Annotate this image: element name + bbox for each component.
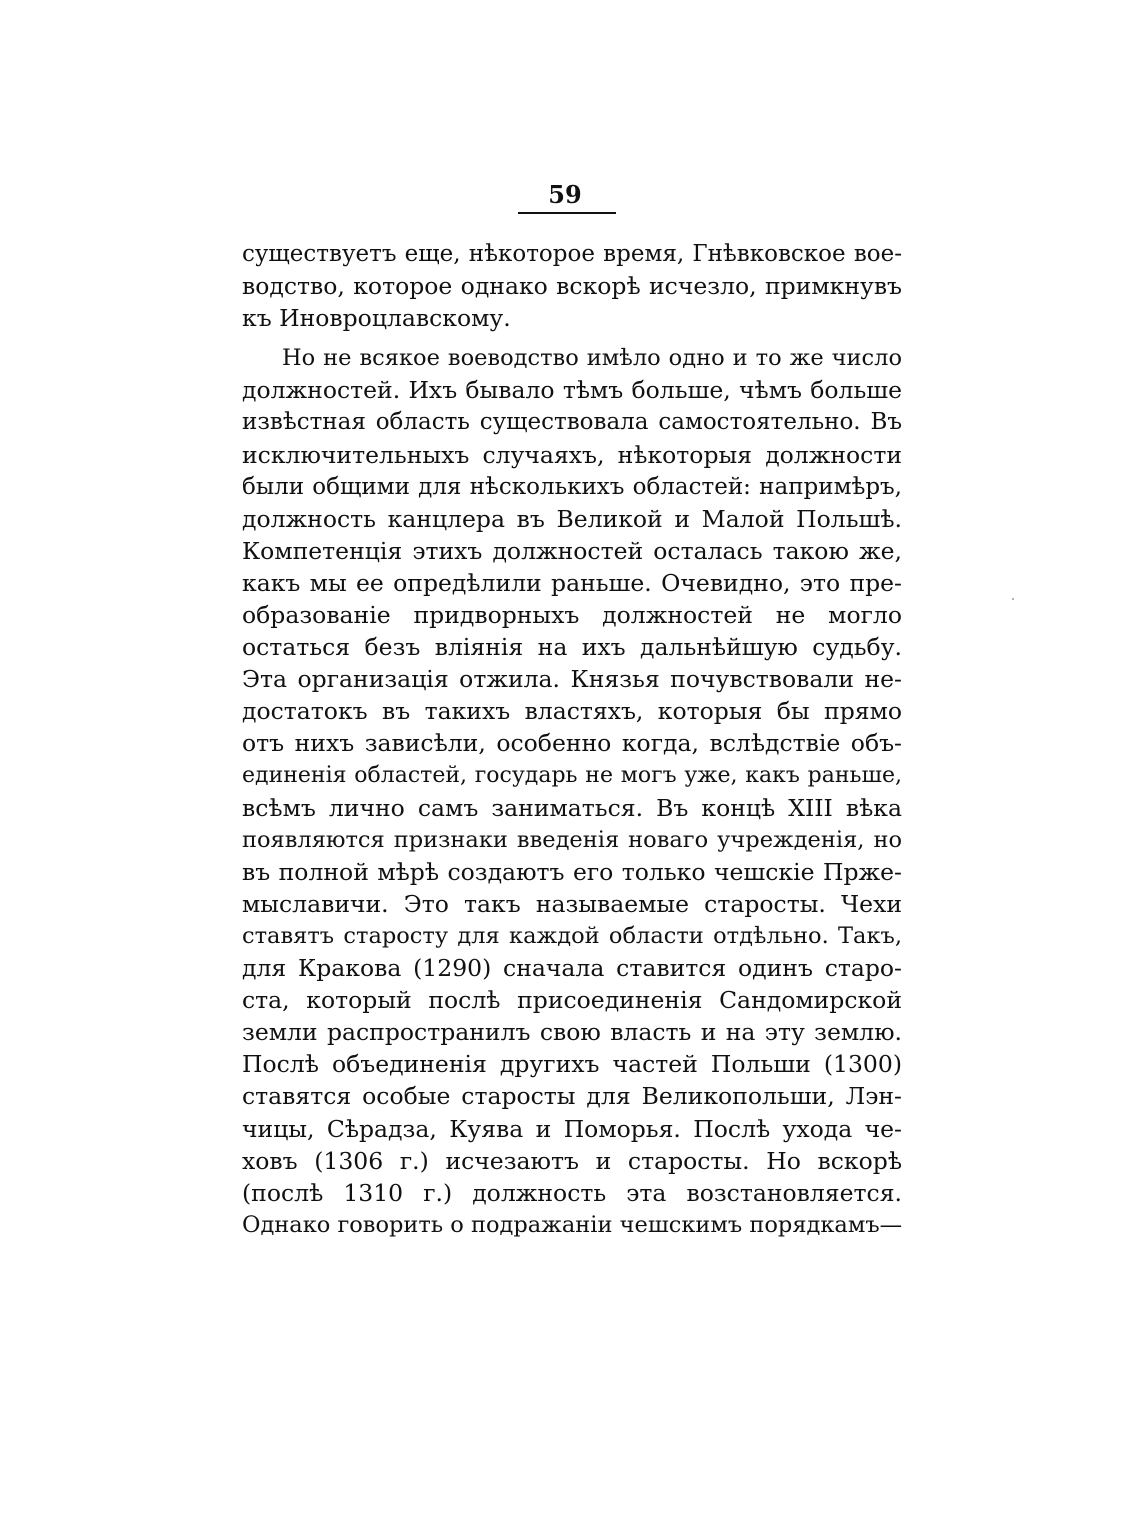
text-line: какъ мы ее опредѣлили раньше. Очевидно, это пре- — [242, 568, 902, 597]
text-line: (послѣ 1310 г.) должность эта возстановляется. — [242, 1178, 902, 1207]
text-line: ставятъ старосту для каждой области отдѣльно. Такъ, — [242, 922, 902, 949]
text-line: единенія областей, государь не могъ уже, какъ раньше, — [242, 762, 902, 788]
text-line: отъ нихъ зависѣли, особенно когда, вслѣдствіе объ- — [242, 729, 902, 758]
text-line: мыславичи. Это такъ называемые старосты. Чехи — [242, 889, 902, 918]
paragraph-2 — [242, 342, 902, 1241]
text-line: существуетъ еще, нѣкоторое время, Гнѣвковское вое- — [242, 241, 902, 267]
page-number: 59 — [548, 180, 582, 209]
paragraph-gap — [242, 334, 902, 342]
paragraph-1 — [242, 238, 902, 334]
text-line: чицы, Сѣрадза, Куява и Поморья. Послѣ ухода че- — [242, 1114, 902, 1143]
text-line: земли распространилъ свою власть и на эту землю. — [242, 1018, 902, 1047]
text-line: должностей. Ихъ бывало тѣмъ больше, чѣмъ больше — [242, 376, 902, 405]
text-line: должность канцлера въ Великой и Малой Польшѣ. — [242, 504, 902, 533]
text-line: Эта организація отжила. Князья почувствовали не- — [242, 665, 902, 694]
text-line: Однако говорить о подражаніи чешскимъ порядкамъ— — [242, 1211, 902, 1238]
text-line: исключительныхъ случаяхъ, нѣкоторыя должности — [242, 440, 902, 469]
body-text — [242, 238, 902, 1241]
text-line: Но не всякое воеводство имѣло одно и то же число — [282, 345, 902, 372]
text-line: къ Иновроцлавскому. — [242, 304, 511, 333]
text-line: остаться безъ вліянія на ихъ дальнѣйшую судьбу. — [242, 633, 902, 662]
page-number-rule — [518, 212, 616, 214]
margin-speck — [1012, 598, 1014, 600]
text-line: были общими для нѣсколькихъ областей: напримѣръ, — [242, 473, 902, 500]
text-line: извѣстная область существовала самостоятельно. Въ — [242, 409, 902, 436]
text-line: въ полной мѣрѣ создаютъ его только чешскіе Прже- — [242, 857, 902, 886]
text-line: ста, который послѣ присоединенія Сандомирской — [242, 986, 902, 1015]
text-line: образованіе придворныхъ должностей не могло — [242, 601, 902, 630]
text-line: Компетенція этихъ должностей осталась такою же, — [242, 536, 902, 565]
text-line: Послѣ объединенія другихъ частей Польши (1300) — [242, 1050, 902, 1079]
text-line: ховъ (1306 г.) исчезаютъ и старосты. Но вскорѣ — [242, 1146, 902, 1175]
text-line: для Кракова (1290) сначала ставится одинъ старо- — [242, 954, 902, 983]
text-line: ставятся особые старосты для Великопольши, Лэн- — [242, 1082, 902, 1111]
text-line: достатокъ въ такихъ властяхъ, которыя бы прямо — [242, 697, 902, 726]
text-line: всѣмъ лично самъ заниматься. Въ концѣ XIII вѣка — [242, 793, 902, 822]
text-line: водство, которое однако вскорѣ исчезло, примкнувъ — [242, 272, 902, 301]
text-line: появляются признаки введенія новаго учрежденія, но — [242, 826, 902, 853]
